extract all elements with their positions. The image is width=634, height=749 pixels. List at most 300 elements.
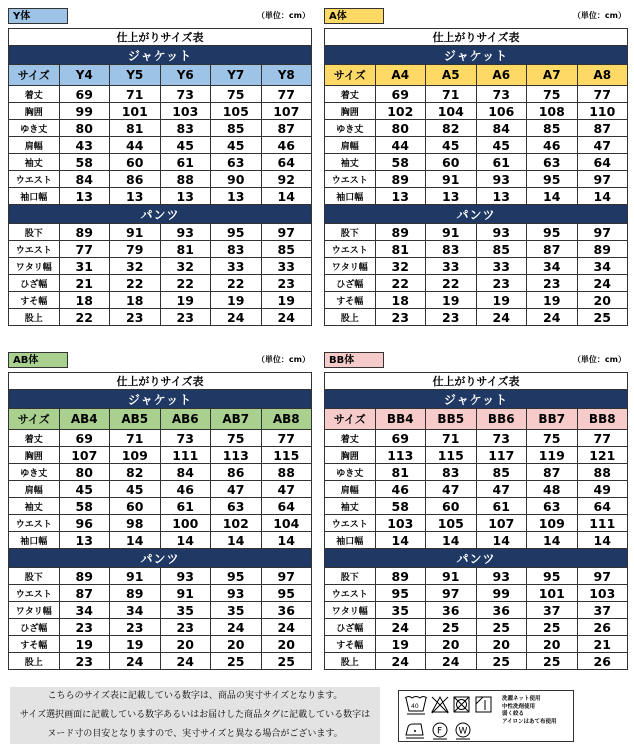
measurement-cell: 73 (160, 430, 211, 447)
size-header-cell: A7 (527, 65, 578, 86)
table-row (325, 154, 628, 171)
measurement-cell: 34 (577, 258, 628, 275)
measurement-cell: 46 (160, 481, 211, 498)
measurement-cell: 35 (375, 602, 426, 619)
measurement-cell: 93 (476, 171, 527, 188)
measurement-cell: 46 (527, 137, 578, 154)
row-label: 着丈 (9, 86, 60, 103)
measurement-cell: 106 (476, 103, 527, 120)
note-line-2: サイズ選択画面に記載している数字あるいはお届けした商品タグに記載している数字は (19, 710, 371, 720)
measurement-cell: 95 (211, 224, 262, 241)
size-header-cell: AB7 (211, 409, 262, 430)
measurement-cell: 75 (527, 86, 578, 103)
no-bleach-icon (432, 697, 448, 713)
measurement-cell: 97 (261, 224, 312, 241)
unit-label: （単位：cm） (256, 11, 310, 20)
row-label: すそ幅 (9, 292, 60, 309)
measurement-cell: 101 (110, 103, 161, 120)
table-row (9, 585, 312, 602)
table-row (9, 171, 312, 188)
row-label: 胸囲 (325, 103, 376, 120)
measurement-cell: 13 (59, 188, 110, 205)
size-header-cell: Y8 (261, 65, 312, 86)
size-header-cell: A4 (375, 65, 426, 86)
measurement-cell: 58 (59, 154, 110, 171)
table-title: 仕上がりサイズ表 (325, 373, 628, 390)
measurement-cell: 77 (261, 430, 312, 447)
measurement-cell: 20 (527, 636, 578, 653)
measurement-cell: 91 (110, 568, 161, 585)
size-chart-a (324, 8, 628, 348)
measurement-cell: 33 (261, 258, 312, 275)
row-label: ひざ幅 (325, 619, 376, 636)
row-label: ワタリ幅 (325, 602, 376, 619)
measurement-cell: 25 (527, 653, 578, 670)
row-label: 袖口幅 (9, 188, 60, 205)
table-row (325, 585, 628, 602)
measurement-cell: 115 (426, 447, 477, 464)
measurement-cell: 23 (110, 309, 161, 326)
measurement-cell: 44 (375, 137, 426, 154)
measurement-cell: 18 (59, 292, 110, 309)
table-title: 仕上がりサイズ表 (325, 29, 628, 46)
measurement-cell: 23 (110, 619, 161, 636)
measurement-cell: 121 (577, 447, 628, 464)
measurement-cell: 13 (375, 188, 426, 205)
size-header-cell: AB5 (110, 409, 161, 430)
measurement-cell: 107 (261, 103, 312, 120)
measurement-cell: 97 (577, 568, 628, 585)
measurement-cell: 88 (577, 464, 628, 481)
wet-clean-w-icon (456, 723, 470, 739)
row-label: ウエスト (9, 241, 60, 258)
measurement-cell: 89 (375, 171, 426, 188)
measurement-cell: 23 (426, 309, 477, 326)
measurement-cell: 84 (59, 171, 110, 188)
measurement-cell: 20 (577, 292, 628, 309)
measurement-cell: 102 (211, 515, 262, 532)
row-label: ひざ幅 (325, 275, 376, 292)
row-label: 胸囲 (9, 447, 60, 464)
measurement-cell: 77 (577, 430, 628, 447)
dry-clean-f-icon (433, 723, 447, 739)
row-label: 袖丈 (9, 498, 60, 515)
measurement-cell: 85 (211, 120, 262, 137)
row-label: ゆき丈 (9, 464, 60, 481)
pants-section-header: パンツ (9, 205, 312, 224)
body-type-tag: A体 (324, 8, 384, 24)
measurement-cell: 115 (261, 447, 312, 464)
table-row (325, 171, 628, 188)
size-header-cell: Y5 (110, 65, 161, 86)
measurement-cell: 60 (110, 498, 161, 515)
measurement-cell: 25 (211, 653, 262, 670)
measurement-cell: 25 (527, 619, 578, 636)
row-label: 袖丈 (325, 498, 376, 515)
measurement-cell: 63 (211, 498, 262, 515)
measurement-cell: 46 (261, 137, 312, 154)
measurement-cell: 77 (59, 241, 110, 258)
measurement-cell: 69 (59, 86, 110, 103)
size-header-label: サイズ (9, 65, 60, 86)
measurement-cell: 103 (160, 103, 211, 120)
measurement-cell: 33 (476, 258, 527, 275)
measurement-cell: 20 (426, 636, 477, 653)
measurement-cell: 23 (59, 619, 110, 636)
measurement-cell: 97 (577, 224, 628, 241)
row-label: 股上 (9, 309, 60, 326)
measurement-cell: 20 (261, 636, 312, 653)
svg-text:W: W (458, 726, 468, 737)
measurement-cell: 102 (375, 103, 426, 120)
table-row (325, 619, 628, 636)
measurement-cell: 45 (110, 481, 161, 498)
row-label: すそ幅 (325, 292, 376, 309)
measurement-cell: 88 (261, 464, 312, 481)
measurement-cell: 90 (211, 171, 262, 188)
measurement-cell: 75 (211, 430, 262, 447)
measurement-cell: 113 (375, 447, 426, 464)
measurement-cell: 71 (426, 86, 477, 103)
measurement-cell: 24 (261, 619, 312, 636)
row-label: ゆき丈 (325, 464, 376, 481)
jacket-section-header: ジャケット (9, 390, 312, 409)
row-label: ゆき丈 (9, 120, 60, 137)
measurement-cell: 97 (261, 568, 312, 585)
row-label: ウエスト (325, 171, 376, 188)
measurement-cell: 87 (527, 241, 578, 258)
table-row (325, 532, 628, 549)
measurement-cell: 87 (261, 120, 312, 137)
measurement-cell: 19 (426, 292, 477, 309)
measurement-cell: 100 (160, 515, 211, 532)
measurement-cell: 58 (59, 498, 110, 515)
measurement-cell: 95 (527, 224, 578, 241)
measurement-cell: 14 (476, 532, 527, 549)
measurement-cell: 93 (160, 224, 211, 241)
pants-section-header: パンツ (325, 549, 628, 568)
row-label: ウエスト (325, 515, 376, 532)
table-row (325, 188, 628, 205)
measurement-cell: 105 (211, 103, 262, 120)
row-label: ワタリ幅 (9, 258, 60, 275)
size-header-label: サイズ (9, 409, 60, 430)
svg-text:40: 40 (411, 703, 419, 710)
unit-label: （単位：cm） (572, 11, 626, 20)
row-label: 袖丈 (9, 154, 60, 171)
row-label: 股下 (9, 224, 60, 241)
line-dry-shade-icon (476, 697, 491, 712)
measurement-cell: 14 (261, 532, 312, 549)
measurement-cell: 22 (160, 275, 211, 292)
measurement-cell: 24 (577, 275, 628, 292)
care-label (398, 690, 574, 742)
row-label: 着丈 (325, 430, 376, 447)
measurement-cell: 24 (211, 309, 262, 326)
table-row (9, 292, 312, 309)
measurement-cell: 44 (110, 137, 161, 154)
measurement-cell: 87 (527, 464, 578, 481)
row-label: 肩幅 (325, 137, 376, 154)
measurement-cell: 13 (160, 188, 211, 205)
measurement-cell: 81 (160, 241, 211, 258)
measurement-cell: 36 (476, 602, 527, 619)
size-note (10, 687, 380, 744)
measurement-cell: 37 (527, 602, 578, 619)
row-label: 胸囲 (9, 103, 60, 120)
measurement-cell: 25 (476, 619, 527, 636)
measurement-cell: 91 (426, 224, 477, 241)
measurement-cell: 35 (160, 602, 211, 619)
measurement-cell: 25 (261, 653, 312, 670)
row-label: 股下 (9, 568, 60, 585)
measurement-cell: 85 (476, 464, 527, 481)
measurement-cell: 60 (110, 154, 161, 171)
table-row (325, 120, 628, 137)
row-label: ワタリ幅 (325, 258, 376, 275)
measurement-cell: 89 (375, 224, 426, 241)
table-row (9, 137, 312, 154)
note-line-3: ヌード寸の目安となりますので、実寸サイズと異なる場合がございます。 (47, 729, 343, 739)
measurement-cell: 25 (426, 619, 477, 636)
table-row (9, 86, 312, 103)
measurement-cell: 108 (527, 103, 578, 120)
measurement-cell: 89 (577, 241, 628, 258)
measurement-cell: 45 (476, 137, 527, 154)
measurement-cell: 24 (160, 653, 211, 670)
table-title: 仕上がりサイズ表 (9, 373, 312, 390)
measurement-cell: 46 (375, 481, 426, 498)
table-row (325, 653, 628, 670)
size-chart-bb (324, 352, 628, 692)
table-row (9, 258, 312, 275)
measurement-cell: 91 (110, 224, 161, 241)
table-row (325, 137, 628, 154)
measurement-cell: 45 (426, 137, 477, 154)
measurement-cell: 18 (375, 292, 426, 309)
measurement-cell: 71 (110, 430, 161, 447)
table-row (9, 103, 312, 120)
measurement-cell: 89 (59, 224, 110, 241)
measurement-cell: 61 (160, 154, 211, 171)
measurement-cell: 99 (59, 103, 110, 120)
table-row (325, 464, 628, 481)
unit-label: （単位：cm） (572, 355, 626, 364)
measurement-cell: 89 (110, 585, 161, 602)
table-row (9, 636, 312, 653)
row-label: すそ幅 (325, 636, 376, 653)
table-row (325, 309, 628, 326)
measurement-cell: 95 (375, 585, 426, 602)
size-header-cell: AB4 (59, 409, 110, 430)
measurement-cell: 45 (59, 481, 110, 498)
row-label: すそ幅 (9, 636, 60, 653)
size-header-cell: AB8 (261, 409, 312, 430)
table-row (325, 86, 628, 103)
measurement-cell: 19 (527, 292, 578, 309)
measurement-cell: 24 (261, 309, 312, 326)
measurement-cell: 80 (59, 120, 110, 137)
table-row (9, 430, 312, 447)
size-table (8, 28, 312, 326)
measurement-cell: 34 (527, 258, 578, 275)
measurement-cell: 24 (375, 653, 426, 670)
row-label: ゆき丈 (325, 120, 376, 137)
measurement-cell: 20 (160, 636, 211, 653)
measurement-cell: 14 (527, 188, 578, 205)
measurement-cell: 58 (375, 154, 426, 171)
measurement-cell: 105 (426, 515, 477, 532)
row-label: ひざ幅 (9, 619, 60, 636)
measurement-cell: 22 (59, 309, 110, 326)
measurement-cell: 61 (160, 498, 211, 515)
measurement-cell: 60 (426, 498, 477, 515)
measurement-cell: 24 (375, 619, 426, 636)
measurement-cell: 95 (527, 171, 578, 188)
care-instructions: 洗濯ネット使用 中性洗剤使用 弱く絞る アイロンはあて布使用 (502, 696, 557, 725)
iron-low-icon (406, 724, 424, 738)
measurement-cell: 82 (110, 464, 161, 481)
measurement-cell: 25 (476, 653, 527, 670)
measurement-cell: 19 (476, 292, 527, 309)
measurement-cell: 18 (110, 292, 161, 309)
pants-section-header: パンツ (325, 205, 628, 224)
measurement-cell: 75 (527, 430, 578, 447)
note-line-1: こちらのサイズ表に記載している数字は、商品の実寸サイズとなります。 (47, 691, 343, 701)
table-row (9, 309, 312, 326)
measurement-cell: 113 (211, 447, 262, 464)
jacket-section-header: ジャケット (325, 390, 628, 409)
measurement-cell: 14 (577, 532, 628, 549)
measurement-cell: 14 (261, 188, 312, 205)
measurement-cell: 13 (211, 188, 262, 205)
measurement-cell: 26 (577, 619, 628, 636)
measurement-cell: 79 (110, 241, 161, 258)
measurement-cell: 14 (110, 532, 161, 549)
measurement-cell: 34 (59, 602, 110, 619)
measurement-cell: 77 (577, 86, 628, 103)
row-label: ウエスト (9, 585, 60, 602)
measurement-cell: 37 (577, 602, 628, 619)
measurement-cell: 95 (527, 568, 578, 585)
measurement-cell: 117 (476, 447, 527, 464)
size-table (324, 372, 628, 670)
measurement-cell: 48 (527, 481, 578, 498)
measurement-cell: 86 (211, 464, 262, 481)
measurement-cell: 85 (476, 241, 527, 258)
measurement-cell: 110 (577, 103, 628, 120)
measurement-cell: 31 (59, 258, 110, 275)
row-label: 股上 (325, 309, 376, 326)
table-row (325, 515, 628, 532)
measurement-cell: 93 (211, 585, 262, 602)
size-header-cell: A8 (577, 65, 628, 86)
measurement-cell: 103 (375, 515, 426, 532)
measurement-cell: 93 (476, 568, 527, 585)
measurement-cell: 21 (59, 275, 110, 292)
measurement-cell: 23 (476, 275, 527, 292)
row-label: 肩幅 (9, 481, 60, 498)
measurement-cell: 47 (261, 481, 312, 498)
size-header-label: サイズ (325, 409, 376, 430)
measurement-cell: 119 (527, 447, 578, 464)
table-row (9, 568, 312, 585)
size-chart-ab (8, 352, 312, 692)
measurement-cell: 23 (160, 619, 211, 636)
size-header-label: サイズ (325, 65, 376, 86)
measurement-cell: 92 (261, 171, 312, 188)
row-label: 股下 (325, 224, 376, 241)
measurement-cell: 104 (426, 103, 477, 120)
measurement-cell: 83 (426, 464, 477, 481)
row-label: ウエスト (9, 171, 60, 188)
measurement-cell: 81 (375, 241, 426, 258)
measurement-cell: 58 (375, 498, 426, 515)
wash-tub-icon (405, 697, 427, 715)
measurement-cell: 96 (59, 515, 110, 532)
measurement-cell: 109 (110, 447, 161, 464)
measurement-cell: 99 (476, 585, 527, 602)
measurement-cell: 36 (426, 602, 477, 619)
row-label: ワタリ幅 (9, 602, 60, 619)
measurement-cell: 23 (59, 653, 110, 670)
measurement-cell: 35 (211, 602, 262, 619)
pants-section-header: パンツ (9, 549, 312, 568)
row-label: 股下 (325, 568, 376, 585)
table-row (325, 258, 628, 275)
table-row (9, 481, 312, 498)
measurement-cell: 45 (160, 137, 211, 154)
table-row (9, 498, 312, 515)
size-header-cell: Y6 (160, 65, 211, 86)
measurement-cell: 87 (59, 585, 110, 602)
size-table (324, 28, 628, 326)
measurement-cell: 24 (527, 309, 578, 326)
table-row (325, 447, 628, 464)
table-row (325, 292, 628, 309)
measurement-cell: 80 (59, 464, 110, 481)
measurement-cell: 19 (261, 292, 312, 309)
measurement-cell: 60 (426, 154, 477, 171)
measurement-cell: 91 (160, 585, 211, 602)
table-title: 仕上がりサイズ表 (9, 29, 312, 46)
measurement-cell: 22 (375, 275, 426, 292)
table-row (325, 103, 628, 120)
measurement-cell: 23 (375, 309, 426, 326)
size-header-cell: A5 (426, 65, 477, 86)
measurement-cell: 81 (110, 120, 161, 137)
table-row (9, 275, 312, 292)
size-header-cell: AB6 (160, 409, 211, 430)
table-row (9, 241, 312, 258)
measurement-cell: 32 (110, 258, 161, 275)
jacket-section-header: ジャケット (9, 46, 312, 65)
measurement-cell: 26 (577, 653, 628, 670)
measurement-cell: 103 (577, 585, 628, 602)
row-label: 胸囲 (325, 447, 376, 464)
measurement-cell: 73 (160, 86, 211, 103)
table-row (9, 120, 312, 137)
measurement-cell: 32 (160, 258, 211, 275)
measurement-cell: 14 (527, 532, 578, 549)
row-label: ウエスト (325, 241, 376, 258)
measurement-cell: 13 (426, 188, 477, 205)
row-label: 袖口幅 (325, 188, 376, 205)
row-label: 袖丈 (325, 154, 376, 171)
row-label: 袖口幅 (9, 532, 60, 549)
measurement-cell: 75 (211, 86, 262, 103)
measurement-cell: 13 (59, 532, 110, 549)
